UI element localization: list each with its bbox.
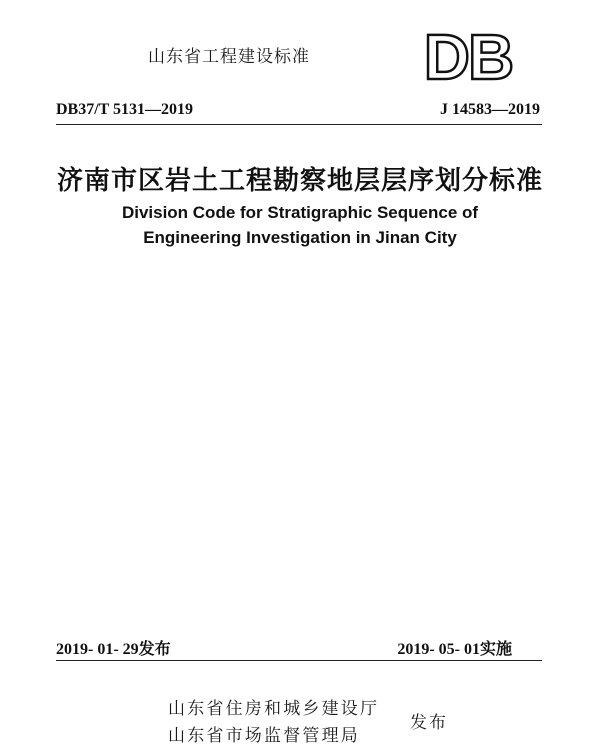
filing-number: J 14583—2019 bbox=[440, 101, 540, 118]
top-divider bbox=[56, 124, 542, 125]
db-logo bbox=[414, 26, 522, 84]
title-english-line1: Division Code for Stratigraphic Sequence of bbox=[121, 203, 479, 222]
issuer-market-bureau: 山东省市场监督管理局 bbox=[168, 726, 360, 746]
issue-date: 2019- 01- 29发布 bbox=[56, 641, 171, 658]
implementation-date: 2019- 05- 01实施 bbox=[397, 641, 512, 658]
header-organization: 山东省工程建设标准 bbox=[148, 47, 310, 67]
db-logo-text: DB bbox=[423, 26, 513, 84]
standard-number: DB37/T 5131—2019 bbox=[56, 101, 194, 118]
publish-label: 发布 bbox=[410, 713, 448, 733]
title-chinese: 济南市区岩土工程勘察地层层序划分标准 bbox=[56, 166, 543, 196]
issuer-housing-department: 山东省住房和城乡建设厅 bbox=[168, 699, 380, 719]
title-english-line2: Engineering Investigation in Jinan City bbox=[143, 228, 457, 247]
bottom-divider bbox=[56, 660, 542, 661]
